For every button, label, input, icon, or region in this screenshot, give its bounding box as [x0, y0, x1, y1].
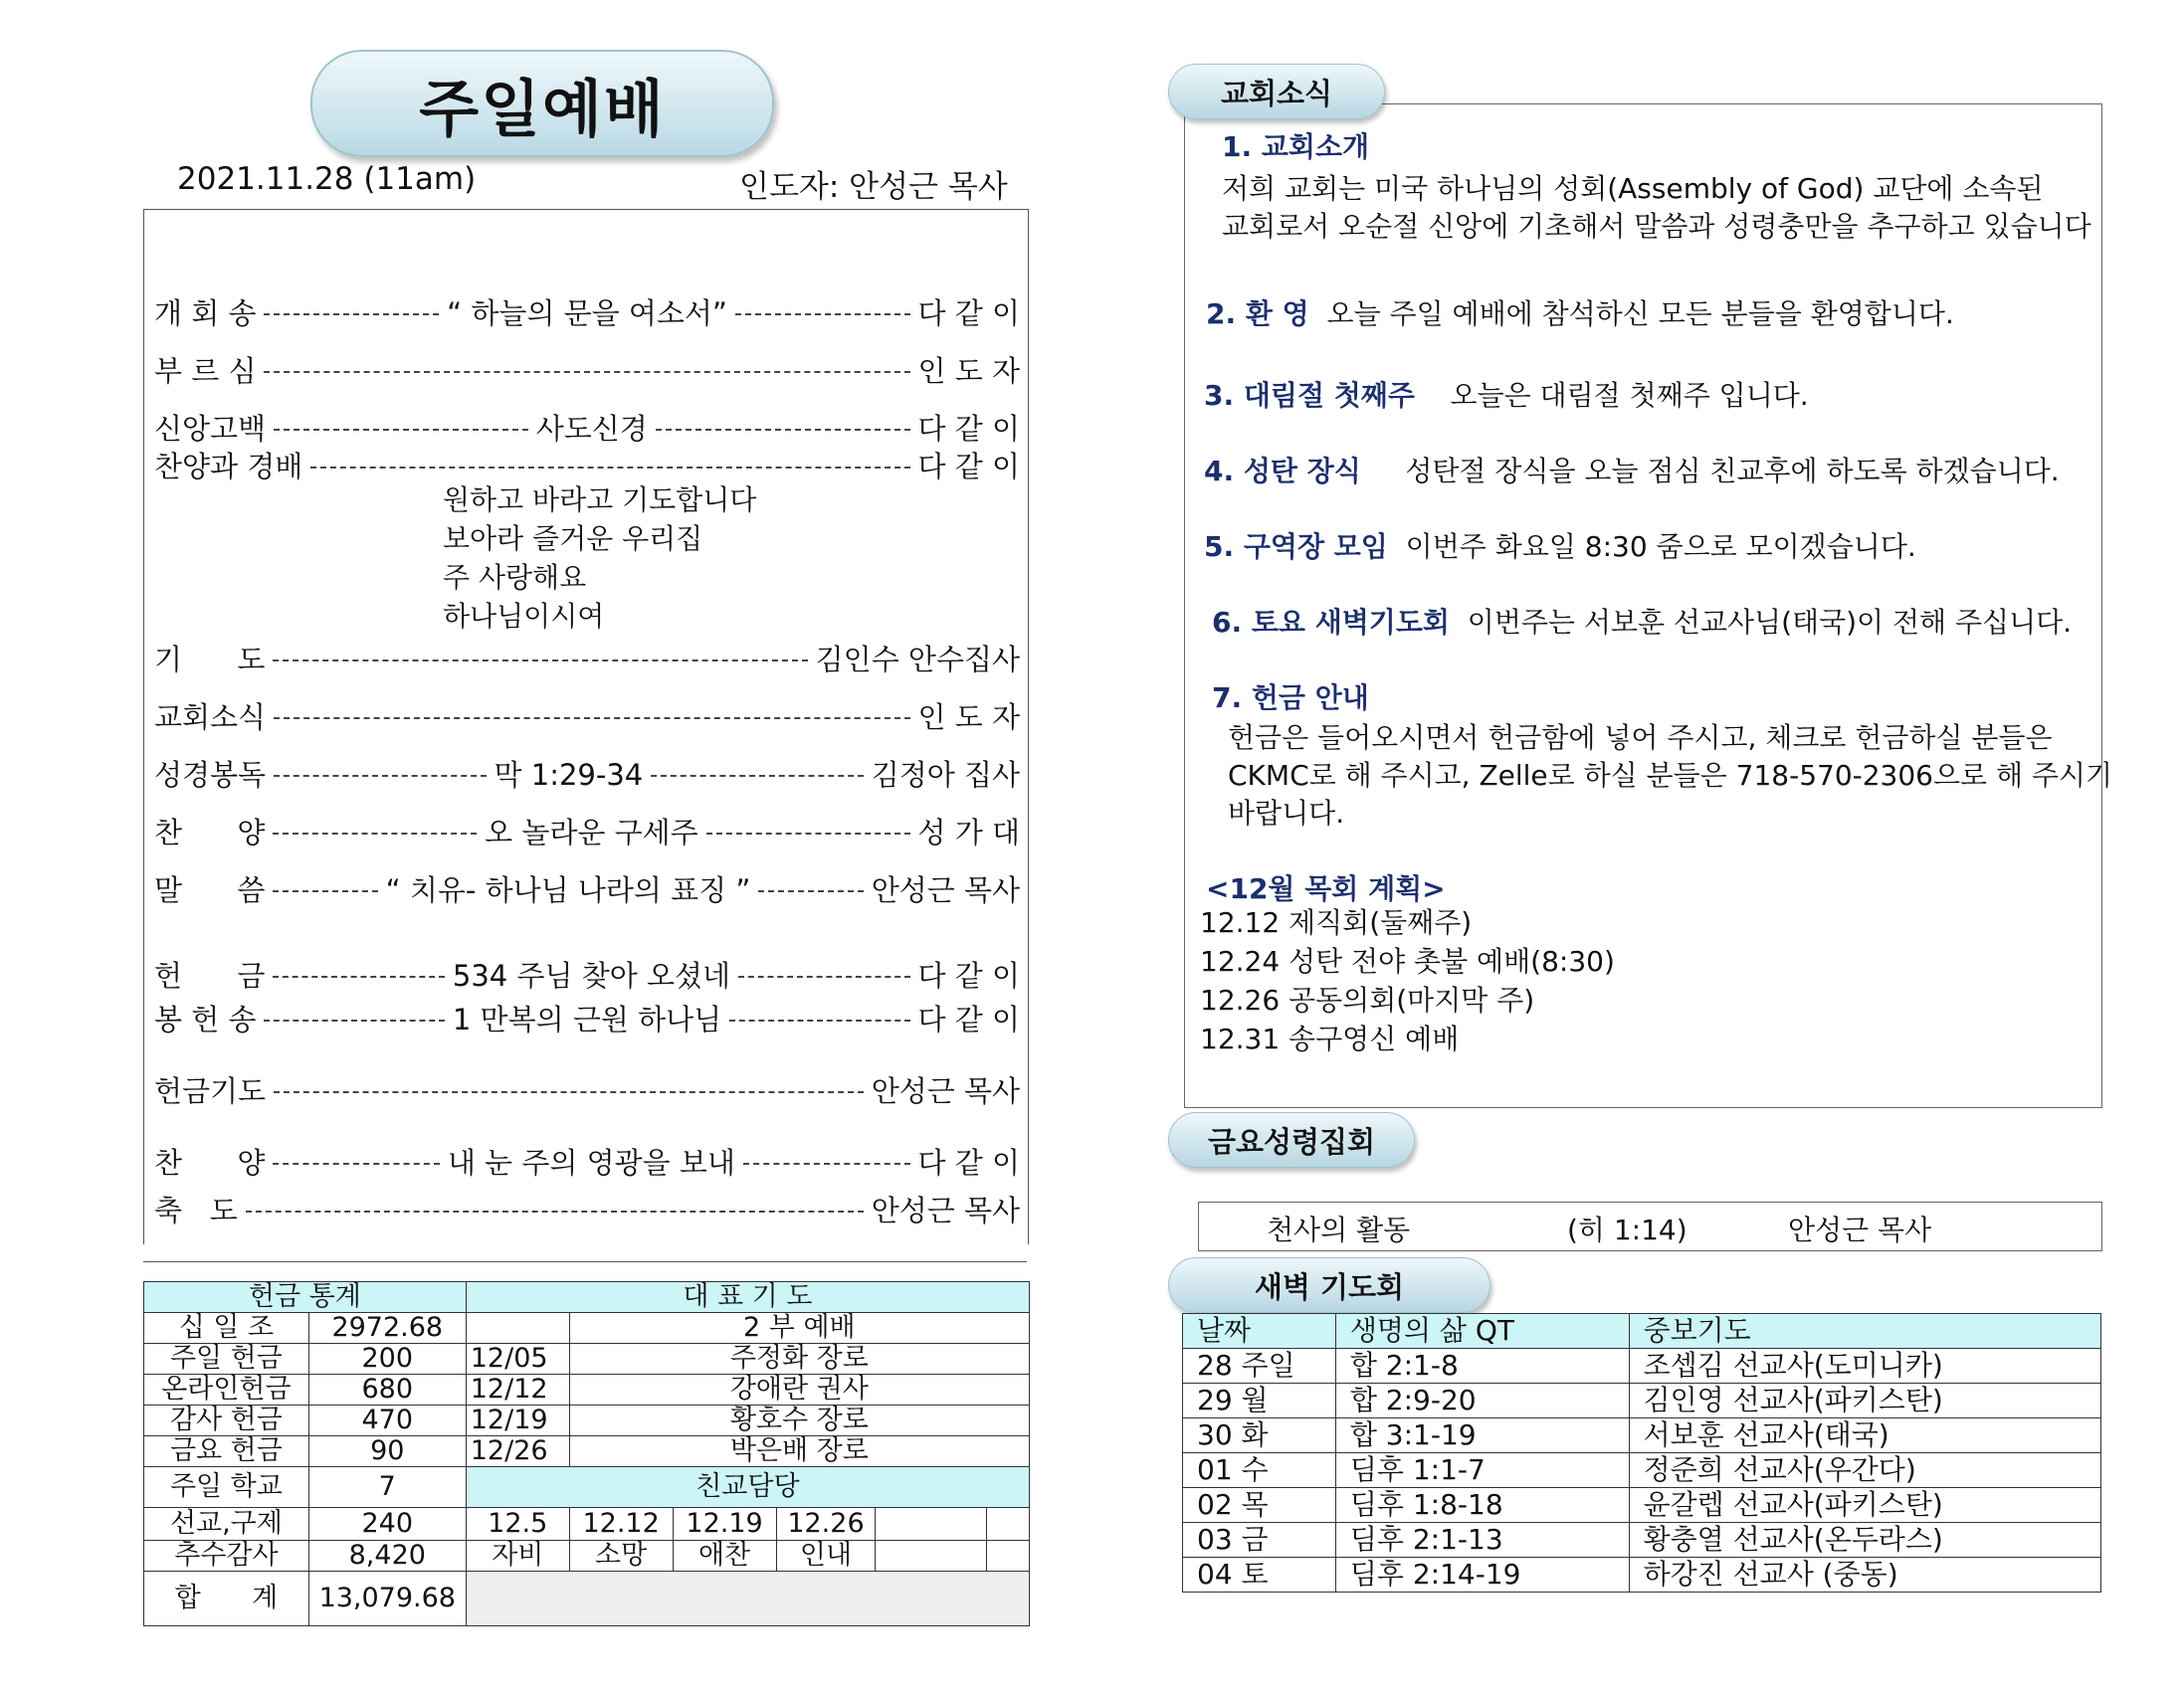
- dawn-qt: 딤후 2:1-13: [1335, 1523, 1629, 1558]
- order-label: 헌 금: [154, 959, 266, 993]
- news-item: [1204, 525, 1916, 565]
- praise-song: 주 사랑해요: [443, 561, 587, 594]
- order-row: [154, 407, 1020, 448]
- table-row: [1183, 1418, 2101, 1453]
- news-item-heading: 2. 환 영: [1206, 297, 1309, 330]
- order-who: 김인수 안수집사: [815, 643, 1020, 676]
- offering-label: 온라인헌금: [144, 1375, 309, 1406]
- offering-total-value: 13,079.68: [308, 1572, 466, 1626]
- offering-label: 금요 헌금: [144, 1436, 309, 1467]
- prayer-date: 12/26: [466, 1436, 569, 1467]
- friday-verse: (히 1:14): [1567, 1214, 1688, 1246]
- rep-prayer-header: 대 표 기 도: [466, 1282, 1029, 1313]
- prayer-name: 강애란 권사: [569, 1375, 1029, 1406]
- empty-cell: [466, 1572, 1029, 1626]
- dawn-day: 30 화: [1183, 1418, 1336, 1453]
- offering-label: 선교,구제: [144, 1508, 309, 1541]
- order-label: 개 회 송: [154, 296, 257, 330]
- news-item-heading: 4. 성탄 장식: [1204, 455, 1361, 487]
- friday-topic: 천사의 활동: [1267, 1214, 1411, 1246]
- order-middle: 534 주님 찾아 오셨네: [452, 959, 730, 993]
- dawn-title-banner: [1168, 1257, 1490, 1313]
- order-label: 축 도: [154, 1194, 238, 1227]
- empty-cell: [876, 1541, 987, 1572]
- order-row: [154, 998, 1020, 1038]
- news-item-text: 이번주 화요일 8:30 줌으로 모이겠습니다.: [1405, 530, 1916, 563]
- prayer-name: 박은배 장로: [569, 1436, 1029, 1467]
- offering-value: 470: [308, 1406, 466, 1436]
- order-row: [154, 1069, 1020, 1110]
- news-item-text: 성탄절 장식을 오늘 점심 친교후에 하도록 하겠습니다.: [1405, 455, 2060, 487]
- dawn-intercession: 김인영 선교사(파키스탄): [1629, 1384, 2100, 1418]
- news-item: [1204, 450, 2060, 489]
- news-item-heading: 5. 구역장 모임: [1204, 530, 1388, 563]
- order-row: [154, 954, 1020, 995]
- order-label: 찬 양: [154, 1146, 266, 1180]
- order-middle: “ 치유- 하나님 나라의 표징 ”: [385, 873, 751, 907]
- offering-value: 2972.68: [308, 1313, 466, 1344]
- news-item-heading: 7. 헌금 안내: [1212, 681, 1369, 714]
- dawn-intercession: 하강진 선교사 (중동): [1629, 1558, 2100, 1593]
- offering-value: 8,420: [308, 1541, 466, 1572]
- dawn-title: 새벽 기도회: [1254, 1269, 1405, 1304]
- praise-song: 하나님이시여: [443, 600, 605, 633]
- praise-song: 원하고 바라고 기도합니다: [443, 483, 757, 516]
- table-row: [1183, 1558, 2101, 1593]
- fellowship-date: 12.26: [776, 1508, 876, 1541]
- plan-item: 12.12 제직회(둘째주): [1200, 906, 1473, 939]
- order-label: 부 르 심: [154, 354, 257, 388]
- news-item: [1204, 374, 1809, 414]
- order-who: 다 같 이: [917, 412, 1021, 446]
- dawn-prayer-table: [1182, 1313, 2101, 1593]
- order-label: 신앙고백: [154, 412, 267, 446]
- order-row: [154, 811, 1020, 851]
- order-middle: 내 눈 주의 영광을 보내: [447, 1146, 735, 1180]
- fellowship-team: 자비: [466, 1541, 569, 1572]
- fellowship-team: 인내: [776, 1541, 876, 1572]
- order-row: [154, 868, 1020, 909]
- prayer-date: 12/19: [466, 1406, 569, 1436]
- news-item-text: 이번주는 서보훈 선교사님(태국)이 전해 주십니다.: [1467, 606, 2073, 639]
- order-middle: 오 놀라운 구세주: [485, 816, 698, 849]
- prayer-date: 12/05: [466, 1344, 569, 1375]
- dawn-day: 03 금: [1183, 1523, 1336, 1558]
- news-item-heading: 6. 토요 새벽기도회: [1212, 606, 1450, 639]
- news-offering-line: 헌금은 들어오시면서 헌금함에 넣어 주시고, 체크로 헌금하실 분들은: [1228, 721, 2053, 754]
- order-row: [154, 638, 1020, 678]
- order-who: 인 도 자: [917, 354, 1020, 388]
- service-leader: 인도자: 안성근 목사: [739, 169, 1008, 205]
- order-row: [154, 1141, 1020, 1182]
- prayer-name: 황호수 장로: [569, 1406, 1029, 1436]
- order-who: 다 같 이: [917, 296, 1021, 330]
- dawn-qt: 딤후 2:14-19: [1335, 1558, 1629, 1593]
- offering-label: 추수감사: [144, 1541, 309, 1572]
- church-news-title-banner: [1168, 64, 1385, 119]
- empty-cell: [987, 1541, 1030, 1572]
- order-label: 기 도: [154, 643, 266, 676]
- page-title: 주일예배: [419, 72, 666, 145]
- plan-item: 12.24 성탄 전야 촛불 예배(8:30): [1200, 945, 1615, 978]
- empty-cell: [987, 1508, 1030, 1541]
- order-label: 교회소식: [154, 700, 267, 734]
- order-who: 다 같 이: [917, 1003, 1020, 1036]
- dawn-qt: 합 2:9-20: [1335, 1384, 1629, 1418]
- prayer-name: 주정화 장로: [569, 1344, 1029, 1375]
- title-banner: [310, 50, 774, 157]
- dawn-day: 01 수: [1183, 1453, 1336, 1488]
- dawn-intercession: 정준희 선교사(우간다): [1629, 1453, 2100, 1488]
- table-row: [1183, 1453, 2101, 1488]
- service-date: 2021.11.28 (11am): [177, 161, 477, 197]
- dawn-day: 02 목: [1183, 1488, 1336, 1523]
- order-label: 성경봉독: [154, 758, 267, 792]
- order-middle: 막 1:29-34: [494, 758, 644, 792]
- offering-value: 680: [308, 1375, 466, 1406]
- news-item-text: 오늘 주일 예배에 참석하신 모든 분들을 환영합니다.: [1326, 297, 1954, 330]
- friday-info: [1198, 1202, 2102, 1251]
- fellowship-header: 친교담당: [466, 1467, 1029, 1508]
- offering-value: 90: [308, 1436, 466, 1467]
- empty-cell: [466, 1313, 569, 1344]
- dawn-header: 생명의 삶 QT: [1335, 1314, 1629, 1349]
- news-offering-line: CKMC로 해 주시고, Zelle로 하실 분들은 718-570-2306으로 해 주시기: [1228, 759, 2113, 792]
- dawn-qt: 합 2:1-8: [1335, 1349, 1629, 1384]
- table-row: [1183, 1488, 2101, 1523]
- table-row: [1183, 1523, 2101, 1558]
- order-who: 안성근 목사: [871, 1074, 1020, 1108]
- order-label: 찬양과 경배: [154, 450, 303, 483]
- order-row: [154, 291, 1020, 332]
- order-row: [154, 1189, 1020, 1229]
- order-who: 성 가 대: [917, 816, 1020, 849]
- plan-list: [1200, 903, 1615, 1058]
- offering-table: [143, 1281, 1030, 1626]
- order-label: 말 씀: [154, 873, 266, 907]
- praise-song-list: [443, 480, 756, 636]
- fellowship-team: 소망: [569, 1541, 673, 1572]
- fellowship-date: 12.5: [466, 1508, 569, 1541]
- news-offering-line: 바랍니다.: [1228, 797, 1345, 830]
- offering-label: 감사 헌금: [144, 1406, 309, 1436]
- order-row: [154, 695, 1020, 736]
- empty-cell: [876, 1508, 987, 1541]
- prayer-date: 12/12: [466, 1375, 569, 1406]
- order-row: [154, 753, 1020, 794]
- order-who: 안성근 목사: [871, 873, 1021, 907]
- service-label: 2 부 예배: [569, 1313, 1029, 1344]
- dawn-header: 날짜: [1183, 1314, 1336, 1349]
- order-label: 헌금기도: [154, 1074, 267, 1108]
- dawn-header: 중보기도: [1629, 1314, 2100, 1349]
- news-item: [1206, 292, 1954, 332]
- table-row: [1183, 1384, 2101, 1418]
- order-of-service: [143, 209, 1029, 1244]
- friday-speaker: 안성근 목사: [1788, 1214, 1932, 1246]
- dawn-intercession: 조셉김 선교사(도미니카): [1629, 1349, 2100, 1384]
- divider: [143, 1261, 1027, 1262]
- news-item-text: 오늘은 대림절 첫째주 입니다.: [1450, 379, 1809, 412]
- praise-song: 보아라 즐거운 우리집: [443, 522, 703, 555]
- offering-label: 주일 학교: [144, 1467, 309, 1508]
- dawn-intercession: 황충열 선교사(온두라스): [1629, 1523, 2100, 1558]
- order-who: 다 같 이: [917, 1146, 1021, 1180]
- dawn-qt: 합 3:1-19: [1335, 1418, 1629, 1453]
- offering-label: 십 일 조: [144, 1313, 309, 1344]
- order-who: 안성근 목사: [871, 1194, 1020, 1227]
- offering-stats-header: 헌금 통계: [144, 1282, 467, 1313]
- order-row: [154, 445, 1020, 485]
- dawn-day: 28 주일: [1183, 1349, 1336, 1384]
- plan-title: <12월 목회 계획>: [1206, 872, 1446, 905]
- dawn-qt: 딤후 1:1-7: [1335, 1453, 1629, 1488]
- news-item: [1212, 601, 2072, 641]
- order-middle: “ 하늘의 문을 여소서”: [447, 296, 727, 330]
- fellowship-date: 12.12: [569, 1508, 673, 1541]
- order-middle: 사도신경: [535, 412, 648, 446]
- fellowship-date: 12.19: [673, 1508, 776, 1541]
- order-label: 찬 양: [154, 816, 266, 849]
- offering-value: 240: [308, 1508, 466, 1541]
- offering-label: 주일 헌금: [144, 1344, 309, 1375]
- church-news-title: 교회소식: [1220, 76, 1333, 110]
- dawn-qt: 딤후 1:8-18: [1335, 1488, 1629, 1523]
- order-who: 다 같 이: [917, 450, 1020, 483]
- dawn-intercession: 서보훈 선교사(태국): [1629, 1418, 2100, 1453]
- offering-value: 200: [308, 1344, 466, 1375]
- dawn-day: 29 월: [1183, 1384, 1336, 1418]
- dawn-day: 04 토: [1183, 1558, 1336, 1593]
- plan-item: 12.31 송구영신 예배: [1200, 1023, 1460, 1055]
- order-row: [154, 349, 1020, 390]
- offering-value: 7: [308, 1467, 466, 1508]
- news-intro-line: 저희 교회는 미국 하나님의 성회(Assembly of God) 교단에 소속된: [1222, 172, 2044, 205]
- order-middle: 1 만복의 근원 하나님: [452, 1003, 722, 1036]
- fellowship-team: 애찬: [673, 1541, 776, 1572]
- plan-item: 12.26 공동의회(마지막 주): [1200, 984, 1535, 1017]
- friday-title: 금요성령집회: [1207, 1124, 1376, 1159]
- news-item-heading: 3. 대림절 첫째주: [1204, 379, 1415, 412]
- dawn-intercession: 윤갈렙 선교사(파키스탄): [1629, 1488, 2100, 1523]
- order-who: 김정아 집사: [871, 758, 1020, 792]
- table-row: [1183, 1349, 2101, 1384]
- order-who: 인 도 자: [917, 700, 1020, 734]
- offering-total-label: 합 계: [144, 1572, 309, 1626]
- order-label: 봉 헌 송: [154, 1003, 257, 1036]
- news-intro-line: 교회로서 오순절 신앙에 기초해서 말씀과 성령충만을 추구하고 있습니다: [1222, 210, 2091, 243]
- order-who: 다 같 이: [917, 959, 1020, 993]
- friday-title-banner: [1168, 1112, 1415, 1168]
- news-item-heading: 1. 교회소개: [1222, 130, 1370, 163]
